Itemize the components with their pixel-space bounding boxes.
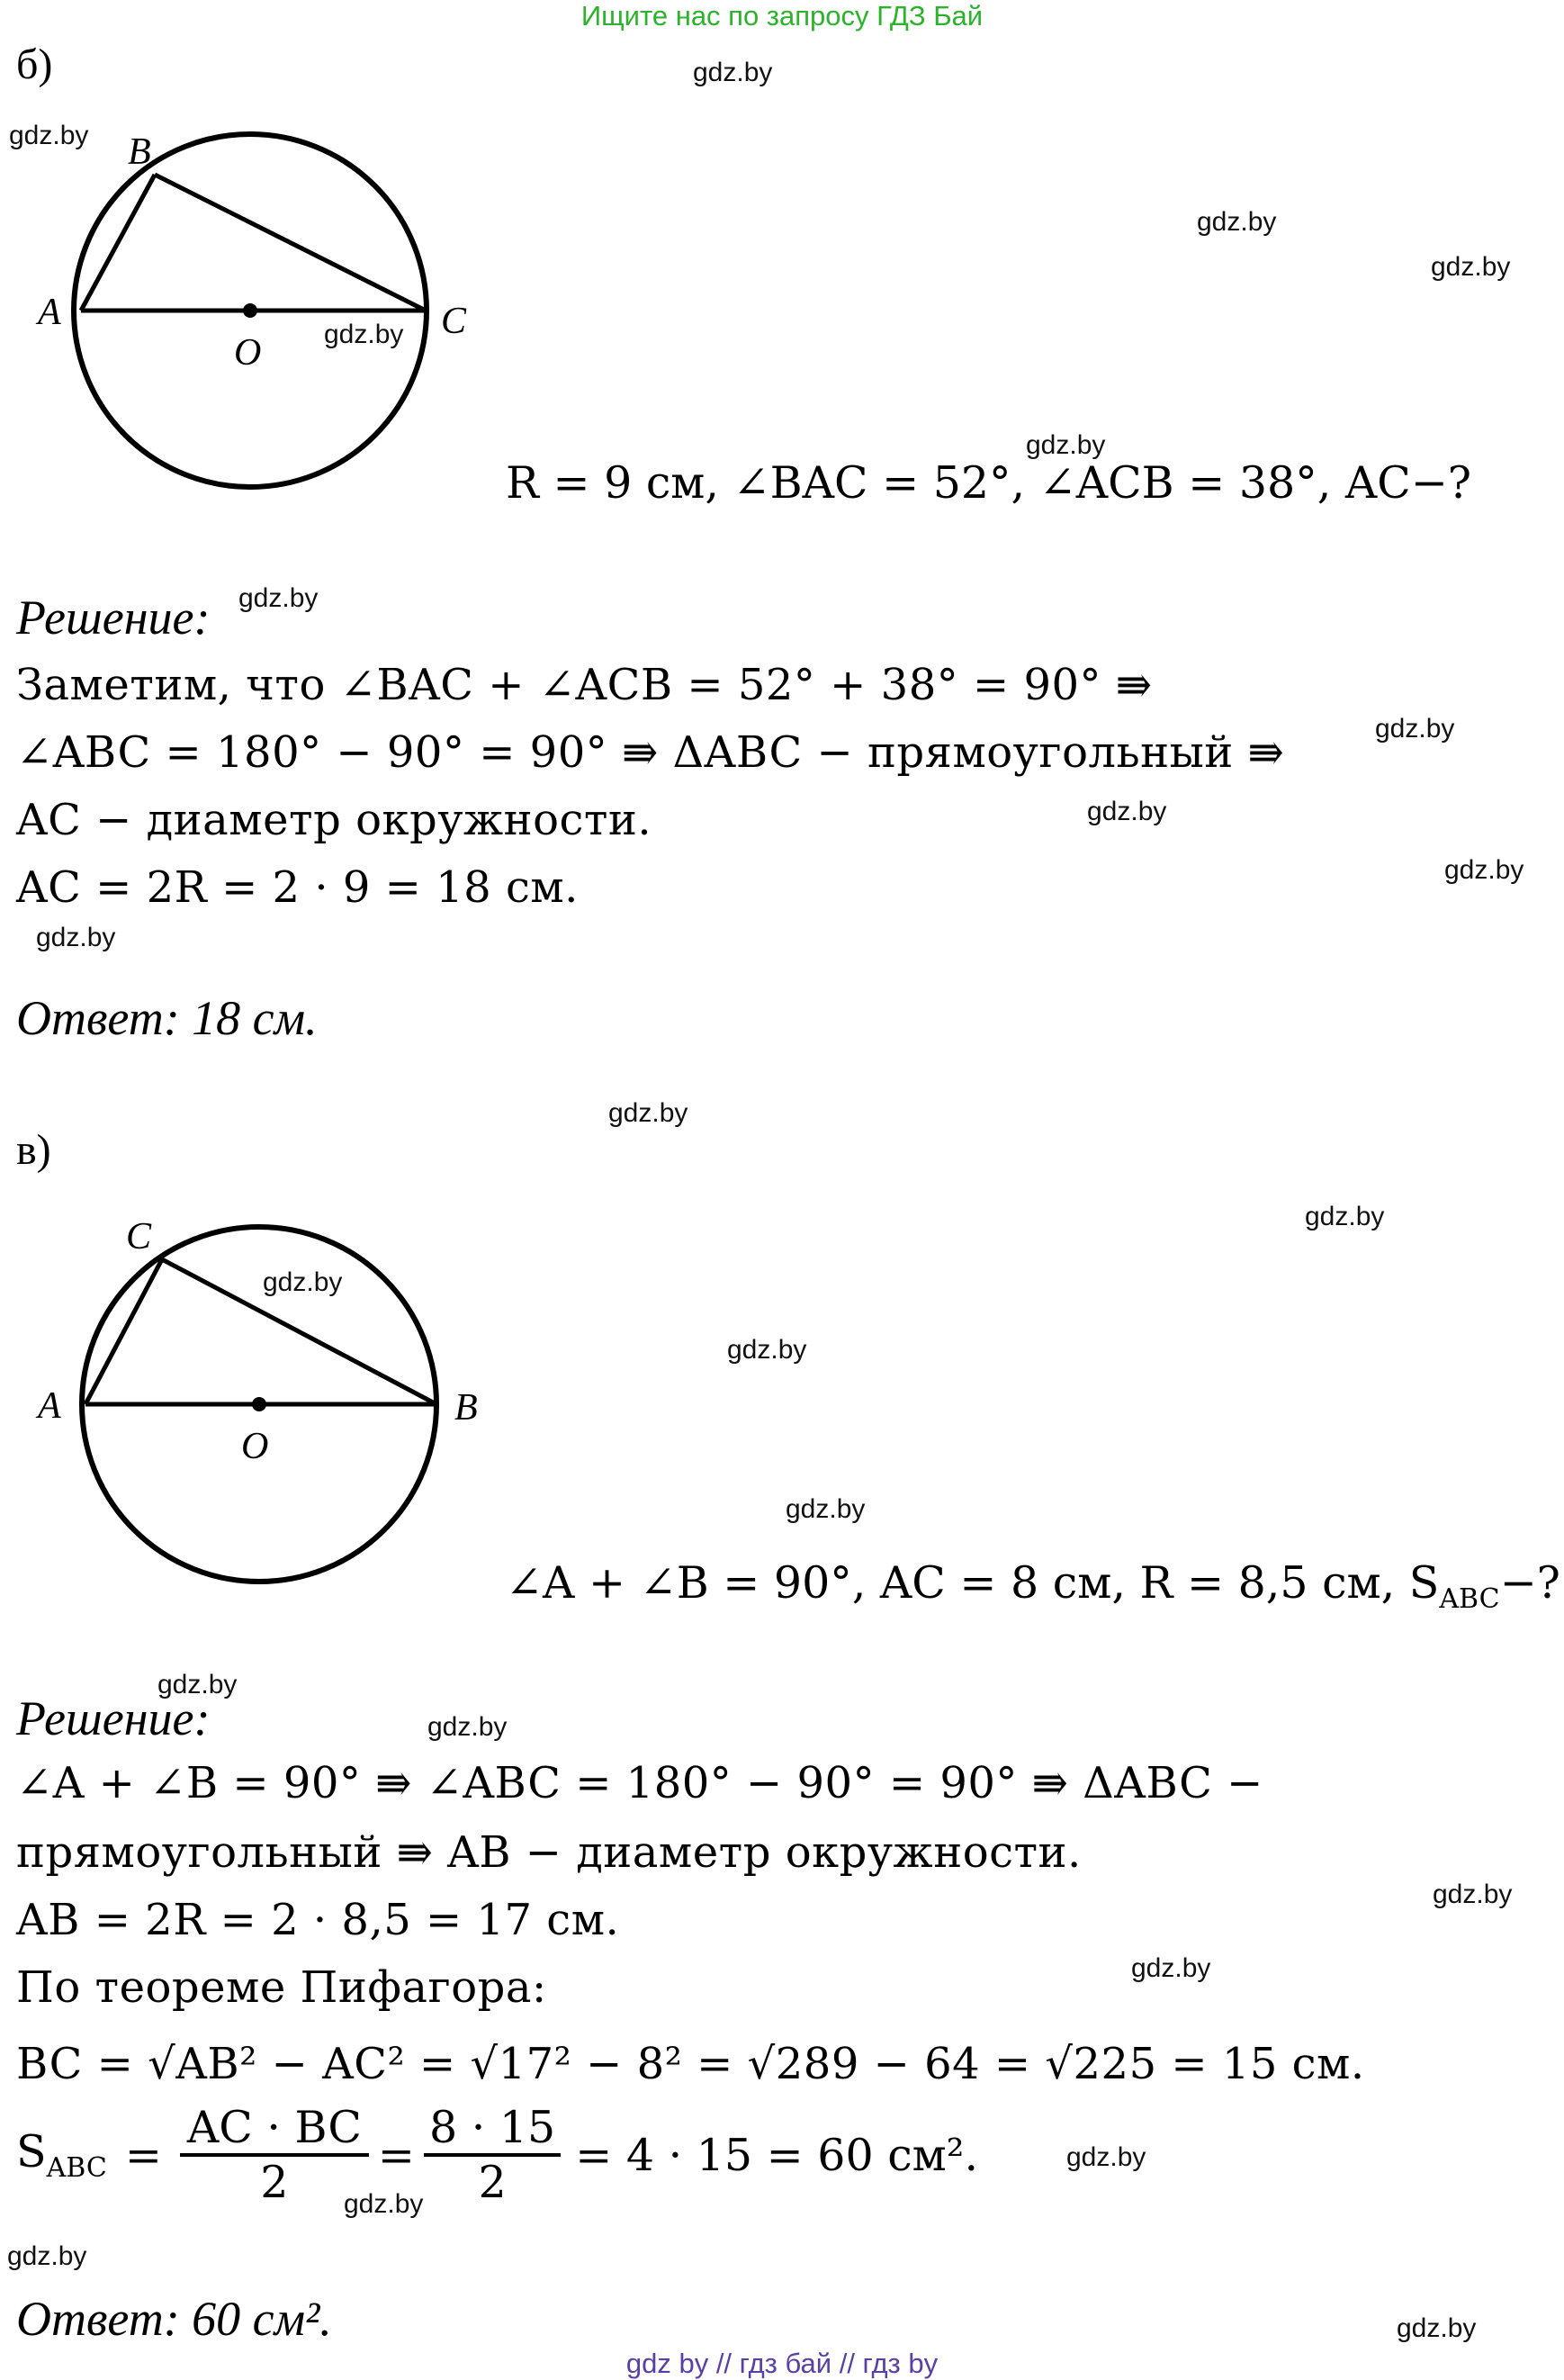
watermark: gdz.by [9,121,89,150]
watermark: gdz.by [238,583,319,613]
part-b-given: R = 9 см, ∠BAC = 52°, ∠ACB = 38°, AC−? [506,457,1472,509]
part-v-line-3: AB = 2R = 2 · 8,5 = 17 см. [16,1895,620,1945]
watermark: gdz.by [693,58,773,87]
top-banner[interactable]: Ищите нас по запросу ГДЗ Бай [580,0,984,32]
part-v-solution-title: Решение: [16,1691,211,1745]
watermark: gdz.by [263,1267,343,1297]
area-rhs: = 4 · 15 = 60 см². [575,2129,979,2181]
part-b-figure [18,108,504,504]
part-v-area-formula [16,2102,978,2208]
watermark: gdz.by [608,1098,688,1128]
point-b-label: B [128,131,151,173]
center-point [252,1397,266,1411]
equals-sign: = [377,2129,415,2181]
part-v-line-1: ∠A + ∠B = 90° ⇛ ∠ABC = 180° − 90° = 90° ⇛ ΔABC − [16,1758,1263,1808]
part-v-given [506,1557,1560,1615]
watermark: gdz.by [1433,1880,1513,1909]
watermark: gdz.by [1131,1953,1211,1983]
fraction-2-numerator: 8 · 15 [424,2102,561,2157]
part-v-given-end: −? [1499,1557,1560,1609]
watermark: gdz.by [1397,2313,1477,2343]
part-v-figure [18,1202,504,1598]
watermark: gdz.by [1305,1202,1385,1231]
part-b-label: б) [16,41,53,88]
watermark: gdz.by [727,1335,807,1365]
part-v-bc-formula: BC = √AB² − AC² = √17² − 8² = √289 − 64 = √225 = 15 см. [16,2039,1365,2089]
footer-links[interactable]: gdz by // гдз бай // гдз by [625,2348,939,2379]
part-b-line-4: AC = 2R = 2 · 9 = 18 см. [16,862,579,913]
part-v-answer: Ответ: 60 см². [16,2292,332,2346]
point-c-label: C [441,301,467,342]
part-v-given-sub: ABC [1439,1582,1500,1615]
watermark: gdz.by [36,923,116,952]
fraction-2-denominator: 2 [478,2157,507,2208]
fraction-1-denominator: 2 [260,2157,289,2208]
watermark: gdz.by [1197,207,1277,237]
fraction-1 [180,2102,369,2208]
part-b-answer: Ответ: 18 см. [16,991,318,1045]
watermark: gdz.by [344,2189,424,2219]
watermark: gdz.by [1026,430,1106,460]
watermark: gdz.by [786,1494,866,1524]
part-b-line-1: Заметим, что ∠BAC + ∠ACB = 52° + 38° = 90° ⇛ [16,660,1153,710]
watermark: gdz.by [1375,714,1455,744]
point-o-label: O [234,332,262,374]
part-v-line-2: прямоугольный ⇛ AB − диаметр окружности. [16,1827,1082,1878]
watermark: gdz.by [324,320,404,349]
part-b-solution-title: Решение: [16,590,211,645]
part-v-label: в) [16,1126,51,1174]
watermark: gdz.by [1444,855,1524,885]
watermark: gdz.by [1087,797,1167,826]
watermark: gdz.by [1066,2142,1146,2172]
point-c-label: C [126,1216,152,1258]
point-a-label: A [38,1385,61,1427]
watermark: gdz.by [7,2241,87,2271]
point-b-label: B [454,1387,478,1429]
fraction-2 [424,2102,561,2208]
part-v-given-main: ∠A + ∠B = 90°, AC = 8 см, R = 8,5 см, S [506,1557,1440,1609]
fraction-1-numerator: AC · BC [180,2102,369,2157]
area-lhs: $S_{ABC}$ [16,2126,107,2184]
watermark: gdz.by [427,1712,508,1742]
watermark: gdz.by [1431,252,1511,282]
part-b-line-3: AC − диаметр окружности. [16,795,652,845]
point-o-label: O [241,1426,269,1467]
part-b-line-2: ∠ABC = 180° − 90° = 90° ⇛ ΔABC − прямоугольный ⇛ [16,727,1285,778]
watermark: gdz.by [157,1670,238,1699]
point-a-label: A [38,292,61,333]
center-point [243,303,257,318]
part-v-line-4: По теореме Пифагора: [16,1962,547,2013]
equals-sign: = [124,2129,162,2181]
